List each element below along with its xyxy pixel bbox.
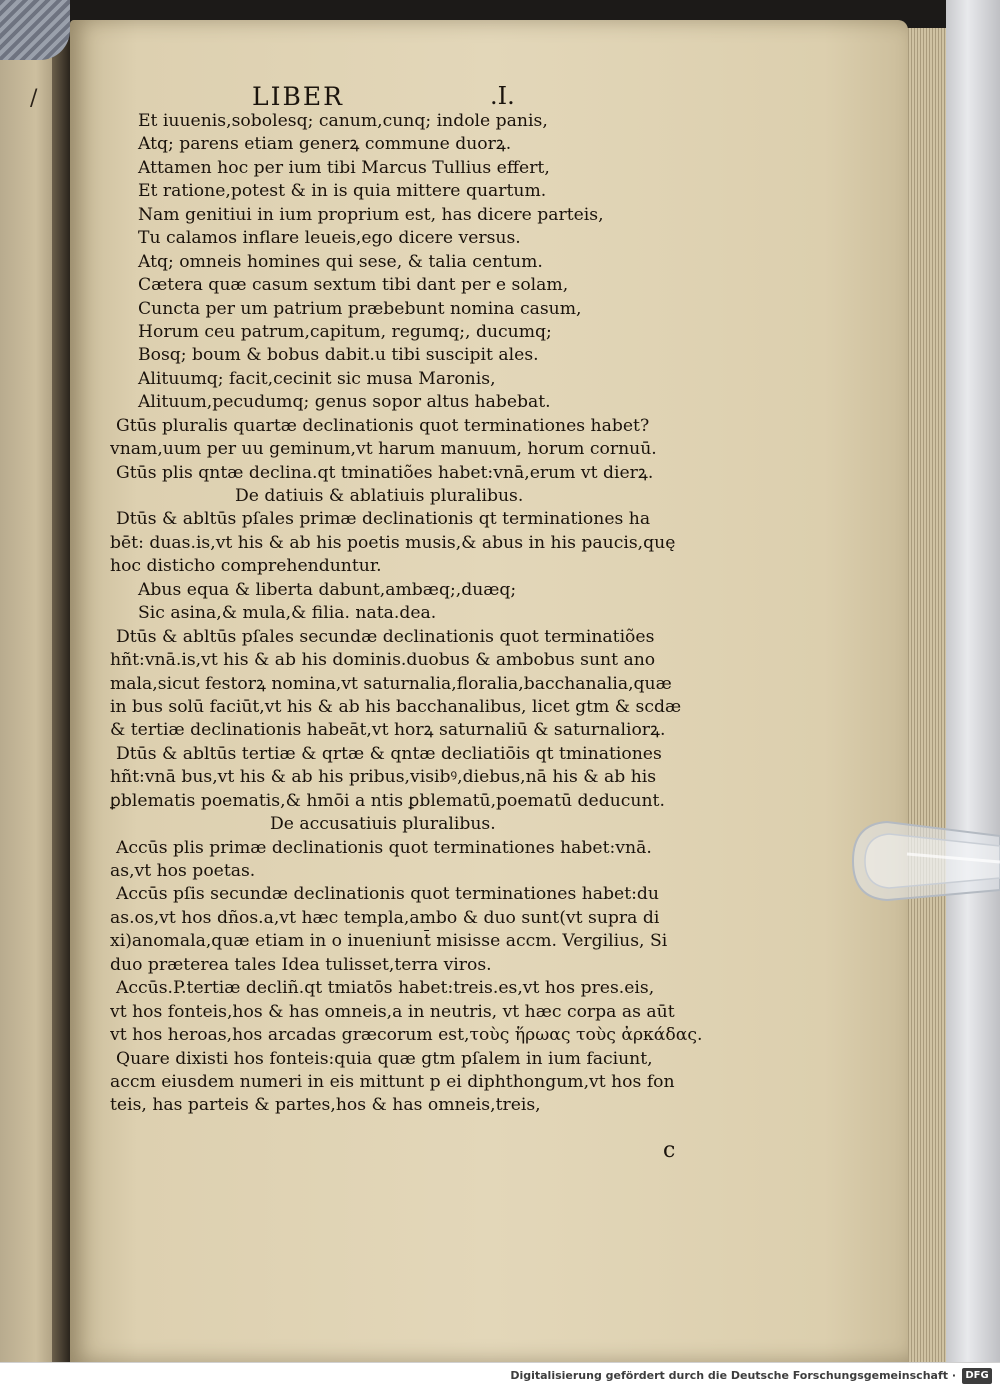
text-line: teis, has parteis & partes,hos & has omneis,treis, — [110, 1095, 541, 1116]
text-line: accm eiusdem numeri in eis mittunt p ei diphthongum,vt hos fon — [110, 1071, 675, 1092]
text-line: Atq; omneis homines qui sese, & talia centum. — [138, 251, 543, 272]
section-heading: De datiuis & ablatiuis pluralibus. — [235, 486, 524, 506]
running-head: LIBER — [252, 82, 344, 111]
text-line: Atq; parens etiam generꝝ commune duorꝝ. — [138, 134, 512, 155]
page-clip — [847, 816, 1000, 904]
page-header — [252, 82, 552, 112]
corner-mark: / — [30, 86, 38, 111]
text-line: Gtūs plis qntæ declina.qt tminatiões habet:vnā,erum vt dierꝝ. — [116, 462, 654, 483]
text-line: as,vt hos poetas. — [110, 861, 256, 881]
folio-mark: .I. — [490, 82, 515, 110]
text-line: duo præterea tales Idea tulisset,terra viros. — [110, 954, 492, 975]
text-line: Attamen hoc per ium tibi Marcus Tullius effert, — [138, 157, 550, 178]
text-line: Cuncta per um patrium præbebunt nomina casum, — [138, 298, 582, 319]
text-line: Accūs plis primæ declinationis quot terminationes habet:vnā. — [116, 837, 652, 858]
text-line: Horum ceu patrum,capitum, regumq;, ducumq; — [138, 321, 552, 342]
text-line: Et iuuenis,sobolesq; canum,cunq; indole panis, — [138, 111, 548, 131]
dfg-logo: DFG — [962, 1368, 992, 1384]
text-line: Nam genitiui in ium proprium est, has dicere parteis, — [138, 204, 604, 225]
text-line: hñt:vnā bus,vt his & ab his pribus,visibꝰ,diebus,nā his & ab his — [110, 767, 657, 788]
footer-bar — [0, 1362, 1000, 1391]
text-line: & tertiæ declinationis habeāt,vt horꝝ saturnaliū & saturnaliorꝝ. — [110, 720, 666, 741]
text-line: Abus equa & liberta dabunt,ambæq;,duæq; — [138, 579, 517, 600]
text-line: in bus solū faciūt,vt his & ab his bacchanalibus, licet gtm & scdæ — [110, 696, 682, 717]
text-line: bēt: duas.is,vt his & ab his poetis musis,& abus in his paucis,quę — [110, 532, 676, 553]
text-line: mala,sicut festorꝝ nomina,vt saturnalia,floralia,bacchanalia,quæ — [110, 673, 672, 694]
text-line: vnam,uum per uu geminum,vt harum manuum, horum cornuū. — [110, 439, 657, 460]
page-text — [110, 110, 735, 1118]
text-line: as.os,vt hos dños.a,vt hæc templa,ambo & duo sunt(vt supra di — [110, 907, 660, 928]
bookmark-ribbon — [0, 0, 70, 60]
text-line: Bosq; boum & bobus dabit.u tibi suscipit ales. — [138, 345, 539, 366]
text-line: Cætera quæ casum sextum tibi dant per e solam, — [138, 275, 569, 296]
text-line: Dtūs & abltūs pſales primæ declinationis qt terminationes ha — [116, 509, 651, 530]
text-line: vt hos heroas,hos arcadas græcorum est,τοὺς ἥρωας τοὺς ἀρκάδας. — [110, 1025, 703, 1046]
page-edges — [906, 28, 946, 1362]
text-line: vt hos fonteis,hos & has omneis,a in neutris, vt hæc corpa as aūt — [110, 1001, 675, 1022]
text-line: xi)anomala,quæ etiam in o inueniunt̄ misisse accm. Vergilius, Si — [110, 931, 668, 952]
signature-mark: c — [663, 1138, 676, 1163]
text-line: Quare dixisti hos fonteis:quia quæ gtm pſalem in ium faciunt, — [116, 1048, 653, 1069]
text-line: Sic asina,& mula,& filia. nata.dea. — [138, 603, 437, 624]
text-line: hñt:vnā.is,vt his & ab his dominis.duobus & ambobus sunt ano — [110, 650, 656, 671]
text-line: Dtūs & abltūs pſales secundæ declinationis quot terminatiões — [116, 626, 655, 647]
text-line: Tu calamos inflare leueis,ego dicere versus. — [138, 228, 521, 249]
text-line: Alituum,pecudumq; genus sopor altus habebat. — [138, 392, 551, 413]
book-cover-board — [946, 0, 1000, 1362]
text-line: Accūs.P.tertiæ decliñ.qt tmiatōs habet:treis.es,vt hos pres.eis, — [116, 978, 655, 999]
text-line: Accūs pſis secundæ declinationis quot terminationes habet:du — [116, 884, 659, 905]
text-line: hoc disticho comprehenduntur. — [110, 556, 382, 577]
facing-page — [0, 40, 60, 1362]
text-line: Dtūs & abltūs tertiæ & qrtæ & qntæ decliatiōis qt tminationes — [116, 743, 662, 764]
funding-credit: Digitalisierung gefördert durch die Deutsche Forschungsgemeinschaft · — [510, 1369, 956, 1382]
text-line: Gtūs pluralis quartæ declinationis quot terminationes habet? — [116, 415, 650, 436]
text-line: ꝑblematis poematis,& hmōi a ntis ꝑblematū,poematū deducunt. — [110, 790, 665, 811]
section-heading: De accusatiuis pluralibus. — [270, 814, 496, 835]
text-line: Et ratione,potest & in is quia mittere quartum. — [138, 181, 547, 202]
text-line: Alituumq; facit,cecinit sic musa Maronis, — [138, 368, 496, 389]
